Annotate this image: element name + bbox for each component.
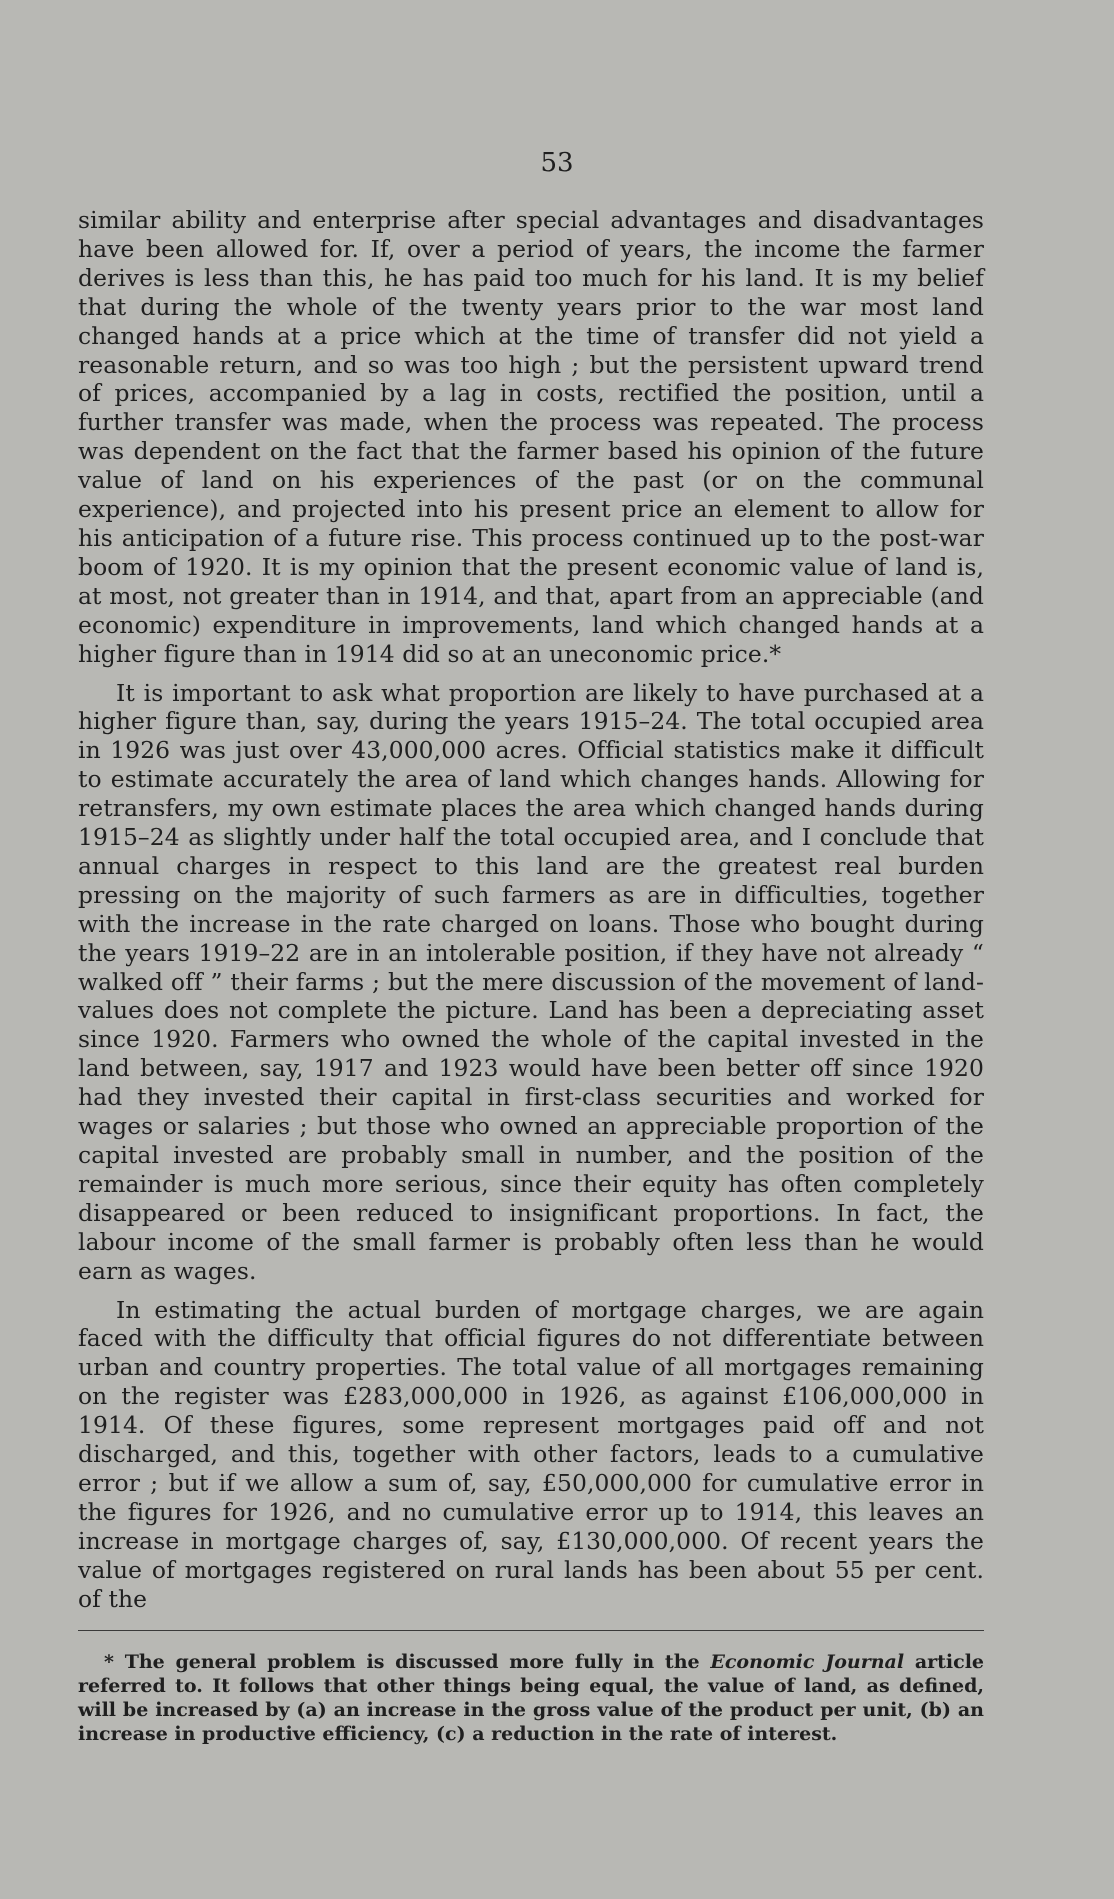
footnote-journal-title: Economic Journal — [710, 1651, 905, 1673]
paragraph-1: similar ability and enterprise after special advantages and disadvantages have been allowed for. If, over a period of years, the income the farmer derives is less than this, he has paid too much for his land. It is my belief that during the whole of the twenty years prior to the war most land changed hands at a price which at the time of transfer did not yield a reasonable return, and so was too high ; but the persistent upward trend of prices, accompanied by a lag in costs, rectified the position, until a further transfer was made, when the process was repeated. The process was dependent on the fact that the farmer based his opinion of the future value of land on his experiences of the past (or on the communal experience), and projected into his present price an element to allow for his anticipation of a future rise. This process continued up to the post-war boom of 1920. It is my opinion that the present economic value of land is, at most, not greater than in 1914, and that, apart from an appreciable (and economic) expenditure in improvements, land which changed hands at a higher figure than in 1914 did so at an uneconomic price.* — [78, 206, 984, 668]
body-text — [78, 206, 984, 1614]
footnote — [78, 1650, 984, 1746]
paragraph-2: It is important to ask what proportion are likely to have purchased at a higher figure than, say, during the years 1915–24. The total occupied area in 1926 was just over 43,000,000 acres. Official statistics make it difficult to estimate accurately the area of land which changes hands. Allowing for retransfers, my own estimate places the area which changed hands during 1915–24 as slightly under half the total occupied area, and I conclude that annual charges in respect to this land are the greatest real burden pressing on the majority of such farmers as are in difficulties, together with the increase in the rate charged on loans. Those who bought during the years 1919–22 are in an intolerable position, if they have not already “ walked off ” their farms ; but the mere discussion of the movement of land-values does not complete the picture. Land has been a depreciating asset since 1920. Farmers who owned the whole of the capital invested in the land between, say, 1917 and 1923 would have been better off since 1920 had they invested their capital in first-class securities and worked for wages or salaries ; but those who owned an appreciable proportion of the capital invested are probably small in number, and the position of the remainder is much more serious, since their equity has often completely disappeared or been reduced to insignificant proportions. In fact, the labour income of the small farmer is probably often less than he would earn as wages. — [78, 678, 984, 1285]
paragraph-3: In estimating the actual burden of mortgage charges, we are again faced with the difficulty that official figures do not differentiate between urban and country properties. The total value of all mortgages remaining on the register was £283,000,000 in 1926, as against £106,000,000 in 1914. Of these figures, some represent mortgages paid off and not discharged, and this, together with other factors, leads to a cumulative error ; but if we allow a sum of, say, £50,000,000 for cumulative error in the figures for 1926, and no cumulative error up to 1914, this leaves an increase in mortgage charges of, say, £130,000,000. Of recent years the value of mortgages registered on rural lands has been about 55 per cent. of the — [78, 1295, 984, 1613]
page-number: 53 — [540, 148, 574, 178]
footnote-divider — [78, 1630, 984, 1631]
footnote-text-start: * The general problem is discussed more fully in the — [104, 1651, 711, 1673]
footnote-text-end: article referred to. It follows that other things being equal, the value of land, as defined, will be increased by (a) an increase in the gross value of the product per unit, (b) an increase in productive efficiency, (c) a reduction in the rate of interest. — [78, 1651, 985, 1745]
